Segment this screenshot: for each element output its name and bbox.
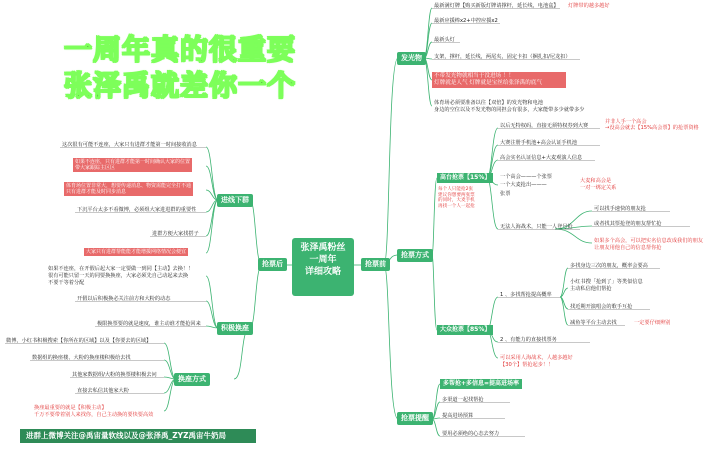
- node-qiang-qian[interactable]: 抢票前: [361, 258, 390, 271]
- huanzuo-item-1a: 如果不连座，在开假后起大家一定要做一到同【主动】去换！！: [48, 266, 194, 272]
- dazhong-item-5: 找近期开演唱会的歌手互抢: [570, 304, 633, 310]
- fangshi-item-2: 数据组的换座楼、大粉的换座楼积极给去找: [32, 355, 131, 361]
- node-fa-guang[interactable]: 发光物: [397, 52, 426, 65]
- huanzuo-item-2: 开假以后积极换必关注前方和大粉的动态: [77, 296, 171, 302]
- dazhong-item-7: 2 、有能力的直接找票务: [500, 337, 557, 343]
- fangshi-item-3: 其他家数据组/大粉的换票楼积极去问: [72, 372, 157, 378]
- gaotai-item-4: 一个高会———个张票: [500, 174, 552, 180]
- faguang-warning-2: 灯牌就是人气 灯牌就是宝丝给张泽禹的底气: [434, 80, 543, 86]
- gaotai-left-note: [438, 187, 475, 209]
- headline-line2: 张泽禹就差你一个: [64, 69, 297, 102]
- gaotai-item-8: 可以找手速快的朋友抢: [594, 206, 646, 212]
- dazhong-item-3: 主动私信他们帮抢: [570, 286, 612, 292]
- gaotai-item-1-note2: →没高会就去【15%高会票】的抢票资格: [605, 125, 699, 131]
- faguang-item-3: 最新头灯: [434, 37, 455, 43]
- node-qiang-hou[interactable]: 抢票后: [258, 258, 287, 271]
- jinxian-item-5: 进群方便大家找搭子: [152, 231, 199, 237]
- gaotai-item-5: 一个大麦抢出———: [500, 182, 547, 188]
- jinxian-item-1: 这次很有可能不连座，大家只有进群才能第一时间接收消息: [62, 142, 197, 148]
- node-jinxian-qun[interactable]: 进线下群: [217, 194, 253, 207]
- jinxian-item-3b: 只有进群才能及时同步消息: [66, 189, 127, 195]
- dazhong-item-6: 减鱼等平台主动去找: [570, 320, 617, 326]
- dazhong-item-4: 1 、多找帮抢提高概率: [500, 292, 552, 298]
- footer-banner[interactable]: 进群上微博关注@禹宙量软线以及@张泽禹_ZYZ禹宙牛奶局: [20, 429, 256, 443]
- gaotai-left-note-2: 建议你想要两张票: [438, 192, 475, 198]
- jinxian-item-6: 大家只有进群帮能能才能增援网络情况会便宜: [86, 249, 187, 255]
- center-line1: 张泽禹粉丝: [300, 243, 346, 253]
- fangshi-item-5a: 换座最重要的就是【积极主动】: [34, 405, 107, 411]
- tixing-item-3: 要用必须绝的心态去努力: [442, 431, 500, 437]
- gaotai-item-10: 如果多个高会，可以把实名信息改成我们的朋友: [594, 238, 703, 244]
- gaotai-binding-note-1: 大麦和高会是: [580, 178, 612, 184]
- gaotai-item-1: 以后无特权码，直接无须特权券到大赛: [500, 123, 589, 129]
- headline-line1: 一周年真的很重要: [64, 33, 297, 66]
- fangshi-item-1: 微博，小红书积极搜索【你所在的区域】以及【你要去的区域】: [6, 338, 152, 344]
- faguang-item-6: 身边的空位以及不发光物的同担会有很多，大家能带多少就带多少: [434, 107, 585, 113]
- faguang-warning-1: 不带发光物就相当于没进场 ！！: [434, 73, 515, 79]
- huanzuo-item-3: 极限换票要的就是速度，谁主动谁才能抢回来: [97, 321, 201, 327]
- faguang-item-1: 最新满灯牌【购买新版灯牌请撑杆，延长线，电池盒】: [434, 3, 559, 9]
- gaotai-item-3: 高会实名认证信息+大麦观演人信息: [500, 155, 583, 161]
- gaotai-item-7: 无法人海战术，只能一人登号抢: [500, 224, 573, 230]
- tixing-headline: 多帮抢+多信息=提高进场率: [440, 379, 522, 389]
- gaotai-item-2: 大赛注册手机池+高会认证手机池: [500, 140, 577, 146]
- huanzuo-item-1c: 不要干等着分配: [48, 280, 85, 286]
- gaotai-item-9: 或者找其票抢登的朋友帮忙抢: [594, 221, 662, 227]
- dazhong-item-9: 【30个】帮抢起步！！: [500, 362, 554, 368]
- jinxian-item-3: [64, 182, 193, 196]
- dazhong-item-1: 多找身边三次的朋友，概率会要高: [570, 263, 648, 269]
- node-qiang-fang[interactable]: 抢票方式: [397, 249, 433, 262]
- jinxian-item-3a: 体育场位置非常大，想要传递消息、物资需能完全打不通: [66, 183, 192, 189]
- tixing-item-2: 提高进场预算: [442, 413, 474, 419]
- fangshi-item-5b: 千万不要带着别人来找你，自己主动换的要快要高效: [34, 412, 154, 418]
- gaotai-binding-note-2: 一对一绑定关系: [580, 185, 617, 191]
- node-ji-huan[interactable]: 积极换座: [217, 322, 253, 335]
- node-gao-tai[interactable]: 高台抢票【15%】: [437, 173, 493, 183]
- gaotai-left-note-4: 再找一个人一起抢: [438, 203, 475, 209]
- dazhong-item-2: 小红书搜「抢到了」等类似信息: [570, 279, 643, 285]
- tixing-item-1: 多渠道一起找帮抢: [442, 397, 484, 403]
- gaotai-left-note-1: 每个人只能抢2张: [438, 187, 474, 192]
- center-node[interactable]: [292, 238, 354, 296]
- faguang-item-1-note: 灯牌带的越多越好: [568, 3, 610, 9]
- fangshi-item-4: 直接去私信其他家大粉: [77, 388, 129, 394]
- jinxian-item-4: 下沉平台太多不看微博，必须组大家进进群的重要性: [77, 207, 197, 213]
- gaotai-item-1-note: 并非人手一个高会: [605, 119, 647, 125]
- huanzuo-item-1b: 很有可能只留一天的同要换换座，大家必须先自己动起来去换: [48, 273, 189, 279]
- faguang-item-2: 最新应援棒x2+中控应援x2: [434, 18, 498, 24]
- faguang-warning: [432, 72, 566, 88]
- jinxian-item-2a: 如果不连座，只有进群才能第一时间确认大家的位置: [75, 159, 191, 165]
- dazhong-item-8: 可以采用人海战术，人越多越好: [500, 355, 573, 361]
- gaotai-left-note-3: 的同时，大麦手机: [438, 198, 475, 204]
- node-huan-fang[interactable]: 换座方式: [174, 373, 210, 386]
- jinxian-item-2: [73, 158, 192, 172]
- faguang-item-4: 支架，撑杆，延长线，两尾夹，固定卡扣（捆扎扣/尼龙扣）: [434, 54, 571, 60]
- dazhong-item-6-note: 一定要仔细辨别: [634, 320, 671, 326]
- jinxian-item-2b: 带大家跟踪主区区: [75, 165, 116, 171]
- faguang-item-5: 体育场必须要准备以往【双倍】的发光物和电池: [434, 100, 543, 106]
- node-dazhong[interactable]: 大众抢票【85%】: [437, 325, 493, 335]
- center-line3: 详细攻略: [304, 267, 341, 277]
- gaotai-item-11: 让朋友用他自己的信息帮你抢: [594, 245, 662, 251]
- center-line2: 一周年: [309, 255, 337, 265]
- node-qiang-tixing[interactable]: 抢票提醒: [397, 412, 433, 425]
- gaotai-item-6: 张票: [500, 191, 511, 197]
